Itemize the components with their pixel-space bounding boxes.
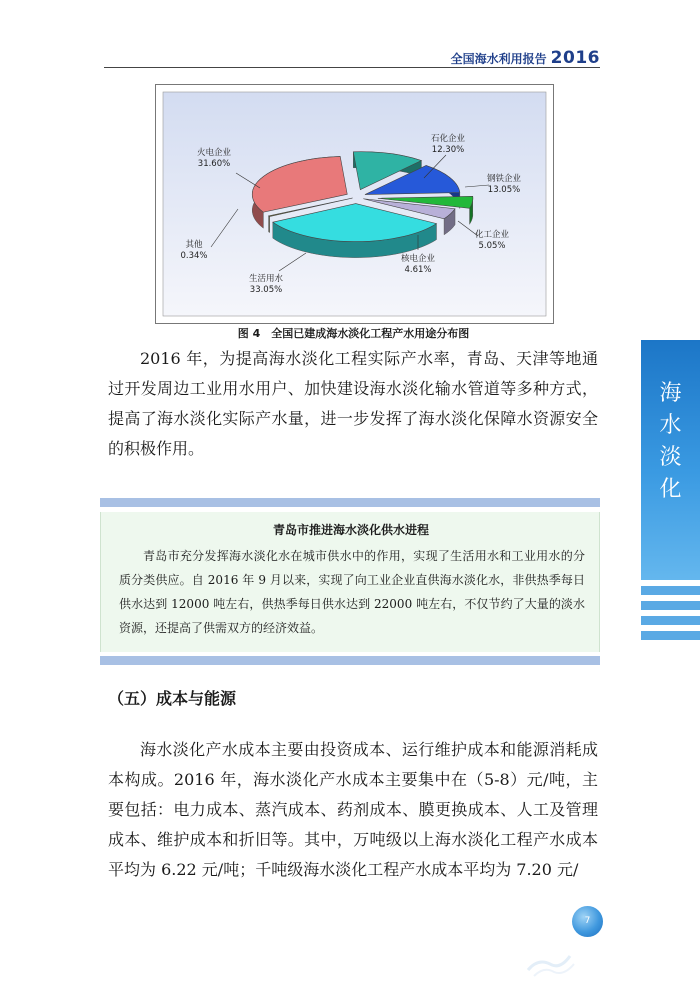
- pie-label: 石化企业: [430, 134, 466, 144]
- pie-label: 核电企业: [400, 254, 436, 264]
- side-tab-char: 水: [659, 413, 682, 438]
- box-top-band: [100, 498, 600, 507]
- pie-value-label: 0.34%: [180, 251, 208, 261]
- side-stripe: [641, 586, 700, 595]
- box-bottom-band: [100, 656, 600, 665]
- pie-value-label: 5.05%: [478, 241, 506, 251]
- section-heading: （五）成本与能源: [108, 689, 237, 708]
- side-stripe: [641, 601, 700, 610]
- pie-label: 生活用水: [248, 274, 284, 284]
- body-paragraph-2: 海水淡化产水成本主要由投资成本、运行维护成本和能源消耗成本构成。2016 年，海水淡化产水成本主要集中在（5-8）元/吨，主要包括：电力成本、蒸汽成本、药剂成本、膜更换成本、人工及管理成本、维护成本和折旧等。其中，万吨级以上海水淡化工程产水成本平均为 6.22 元/吨；千吨级海水淡化工程产水成本平均为 7.20 元/: [108, 740, 598, 879]
- case-study-text: 青岛市充分发挥海水淡化水在城市供水中的作用，实现了生活用水和工业用水的分质分类供应。自 2016 年 9 月以来，实现了向工业企业直供海水淡化水，非供热季每日供水达到 12000 吨左右，供热季每日供水达到 22000 吨左右，不仅节约了大量的淡水资源，还提高了供需双方的经济效益。: [119, 549, 585, 635]
- header-rule: [104, 67, 600, 68]
- side-stripe: [641, 631, 700, 640]
- pie-value-label: 31.60%: [197, 159, 231, 169]
- running-header: [451, 48, 600, 68]
- side-tab-char: 淡: [659, 445, 682, 470]
- side-tab: [641, 340, 700, 580]
- side-stripe: [641, 616, 700, 625]
- pie-value-label: 33.05%: [249, 285, 283, 295]
- pie-value-label: 4.61%: [404, 265, 432, 275]
- pie-chart-frame: [155, 84, 554, 324]
- page-number: 7: [572, 906, 603, 937]
- report-title: 全国海水利用报告: [450, 52, 547, 66]
- pie-value-label: 13.05%: [487, 185, 521, 195]
- body-paragraph-1: 2016 年，为提高海水淡化工程实际产水率，青岛、天津等地通过开发周边工业用水用户、加快建设海水淡化输水管道等多种方式，提高了海水淡化实际产水量，进一步发挥了海水淡化保障水资源安全的积极作用。: [108, 349, 598, 458]
- pie-label: 其他: [185, 240, 203, 250]
- pie-label: 火电企业: [196, 148, 232, 158]
- pie-value-label: 12.30%: [431, 145, 465, 155]
- wave-decoration: [520, 930, 580, 980]
- pie-label: 化工企业: [474, 230, 510, 240]
- pie-chart: [156, 85, 553, 323]
- pie-slice-side: [269, 216, 270, 233]
- report-year: 2016: [550, 48, 600, 68]
- side-tab-title: [641, 378, 700, 506]
- side-tab-char: 化: [659, 477, 682, 502]
- case-study-box: [100, 512, 600, 652]
- pie-label: 钢铁企业: [486, 174, 522, 184]
- side-tab-char: 海: [659, 381, 682, 406]
- case-study-title: 青岛市推进海水淡化供水进程: [272, 523, 429, 537]
- chart-caption: 图 4 全国已建成海水淡化工程产水用途分布图: [237, 327, 470, 340]
